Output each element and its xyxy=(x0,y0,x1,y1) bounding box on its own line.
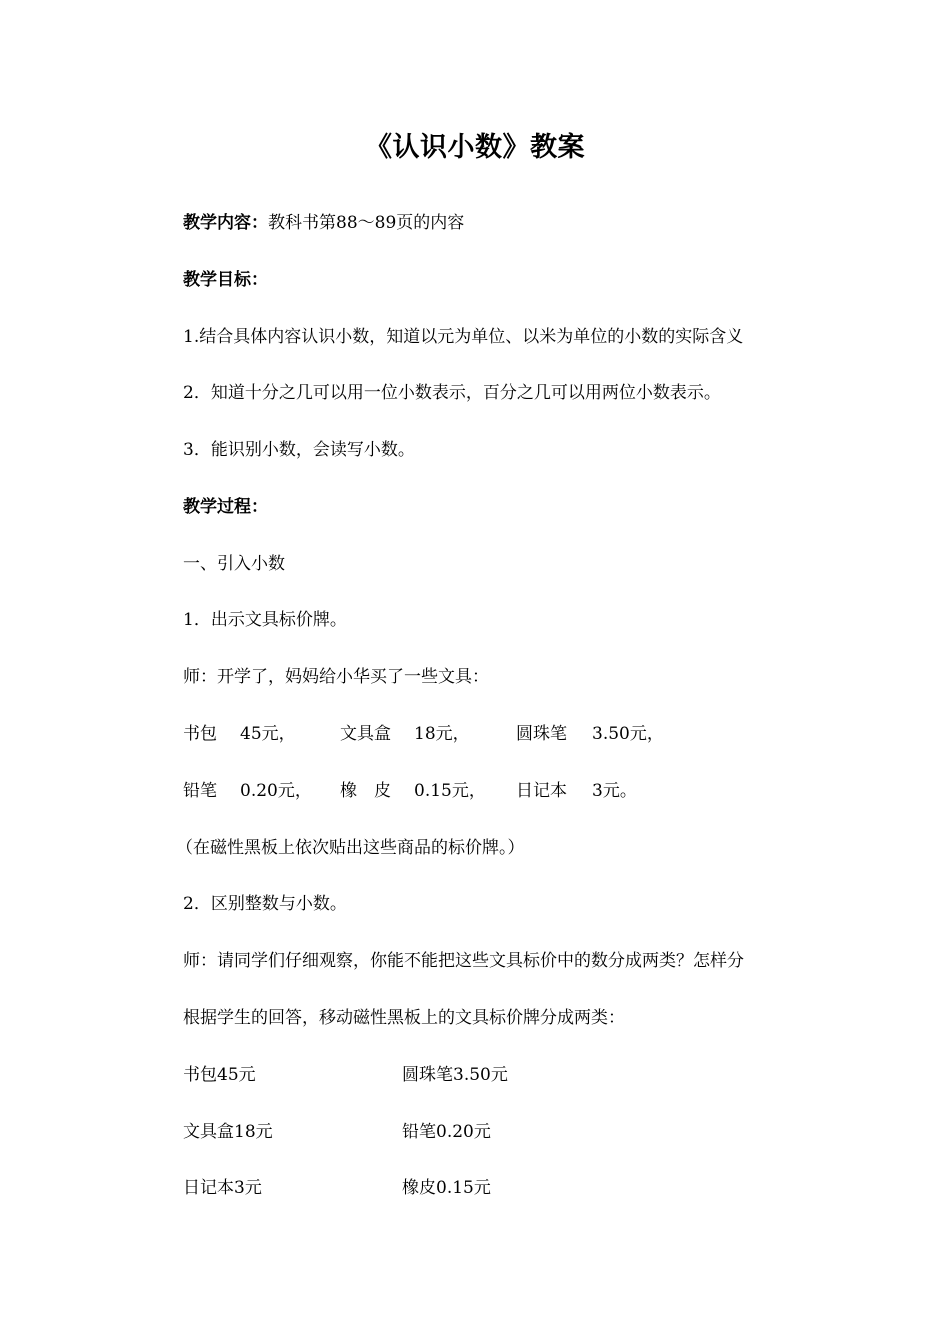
document-title: 《认识小数》教案 xyxy=(365,132,585,163)
content-line xyxy=(183,210,464,236)
teacher-line-2: 师：请同学们仔细观察，你能不能把这些文具标价中的数分成两类？怎样分 xyxy=(183,951,744,971)
section1-heading: 一、引入小数 xyxy=(183,554,285,574)
process-label: 教学过程： xyxy=(183,497,268,517)
integer-price-item: 文具盒18元 xyxy=(183,1122,273,1142)
content-text: 教科书第88～89页的内容 xyxy=(268,213,465,233)
decimal-price-item: 橡皮0.15元 xyxy=(402,1178,491,1198)
price-item-value: 45元， xyxy=(240,724,296,744)
price-item-name: 圆珠笔 xyxy=(516,724,567,744)
price-item-value: 0.15元， xyxy=(414,781,486,801)
step1-text: 1．出示文具标价牌。 xyxy=(183,610,347,630)
content-label: 教学内容： xyxy=(183,213,268,233)
price-row-1 xyxy=(183,721,783,747)
integer-price-item: 书包45元 xyxy=(183,1065,256,1085)
answer-line: 根据学生的回答，移动磁性黑板上的文具标价牌分成两类： xyxy=(183,1008,625,1028)
price-item-name: 橡 皮 xyxy=(340,781,391,801)
price-item-name: 书包 xyxy=(183,724,217,744)
step2-text: 2．区别整数与小数。 xyxy=(183,894,347,914)
goals-label: 教学目标： xyxy=(183,270,268,290)
price-item-value: 3元。 xyxy=(592,781,637,801)
group-row xyxy=(183,1175,783,1201)
integer-price-item: 日记本3元 xyxy=(183,1178,262,1198)
blackboard-note: （在磁性黑板上依次贴出这些商品的标价牌。） xyxy=(176,838,525,858)
price-item-name: 日记本 xyxy=(516,781,567,801)
group-row xyxy=(183,1062,783,1088)
goal-item-2: 2．知道十分之几可以用一位小数表示，百分之几可以用两位小数表示。 xyxy=(183,383,721,403)
goal-item-1: 1.结合具体内容认识小数，知道以元为单位、以米为单位的小数的实际含义 xyxy=(183,327,744,347)
price-item-name: 文具盒 xyxy=(340,724,391,744)
price-row-2 xyxy=(183,778,783,804)
price-item-value: 3.50元， xyxy=(592,724,664,744)
goal-item-3: 3．能识别小数，会读写小数。 xyxy=(183,440,415,460)
price-item-value: 0.20元， xyxy=(240,781,312,801)
teacher-line-1: 师：开学了，妈妈给小华买了一些文具： xyxy=(183,667,489,687)
price-item-value: 18元， xyxy=(414,724,470,744)
price-item-name: 铅笔 xyxy=(183,781,217,801)
group-row xyxy=(183,1119,783,1145)
decimal-price-item: 圆珠笔3.50元 xyxy=(402,1065,508,1085)
decimal-price-item: 铅笔0.20元 xyxy=(402,1122,491,1142)
